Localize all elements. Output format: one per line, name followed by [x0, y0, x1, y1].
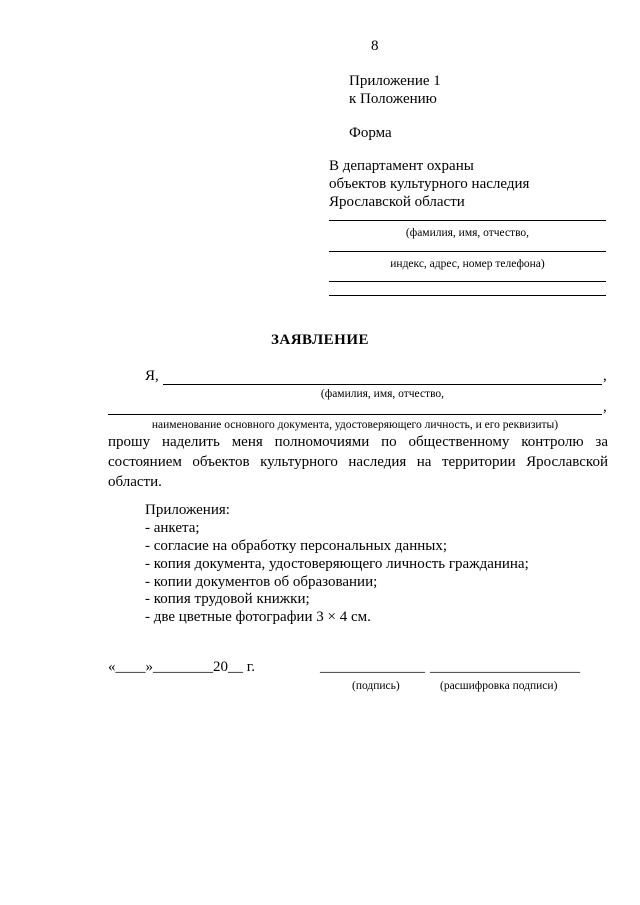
date-field[interactable]: «____»________20__ г. [108, 659, 255, 675]
signature-field[interactable]: ______________ [320, 659, 425, 675]
applicant-name-line[interactable] [329, 220, 606, 221]
form-label: Форма [349, 125, 392, 141]
document-title: ЗАЯВЛЕНИЕ [270, 332, 370, 348]
applicant-address-line-1[interactable] [329, 281, 606, 282]
attachment-item: - две цветные фотографии 3 × 4 см. [145, 609, 371, 625]
addressee-line-2: объектов культурного наследия [329, 176, 530, 192]
caption-decryption: (расшифровка подписи) [440, 680, 558, 692]
attachment-item: - копии документов об образовании; [145, 574, 378, 590]
attachment-item: - анкета; [145, 520, 200, 536]
addressee-caption-address: индекс, адрес, номер телефона) [390, 258, 545, 270]
trailing-comma-1: , [603, 368, 607, 384]
caption-document: наименование основного документа, удостоверяющего личность, и его реквизиты) [151, 419, 559, 431]
name-input-line[interactable] [163, 384, 602, 385]
addressee-line-3: Ярославской области [329, 194, 465, 210]
i-prefix: Я, [145, 368, 159, 384]
attachment-item: - копия документа, удостоверяющего личность гражданина; [145, 556, 529, 572]
attachment-item: - согласие на обработку персональных данных; [145, 538, 447, 554]
applicant-continued-line[interactable] [329, 251, 606, 252]
addressee-line-1: В департамент охраны [329, 158, 474, 174]
caption-signature: (подпись) [352, 680, 400, 692]
applicant-address-line-2[interactable] [329, 295, 606, 296]
addressee-caption-name: (фамилия, имя, отчество, [405, 227, 530, 239]
regulation-label: к Положению [349, 91, 437, 107]
caption-name: (фамилия, имя, отчество, [320, 388, 445, 400]
attachment-item: - копия трудовой книжки; [145, 591, 310, 607]
decryption-field[interactable]: ____________________ [430, 659, 580, 675]
trailing-comma-2: , [603, 399, 607, 415]
page-number: 8 [371, 38, 379, 54]
appendix-label: Приложение 1 [349, 73, 441, 89]
attachments-heading: Приложения: [145, 502, 230, 518]
document-input-line[interactable] [108, 414, 602, 415]
request-paragraph: прошу наделить меня полномочиями по общественному контролю за состоянием объектов культурного наследия на территории Ярославской области. [108, 434, 608, 490]
